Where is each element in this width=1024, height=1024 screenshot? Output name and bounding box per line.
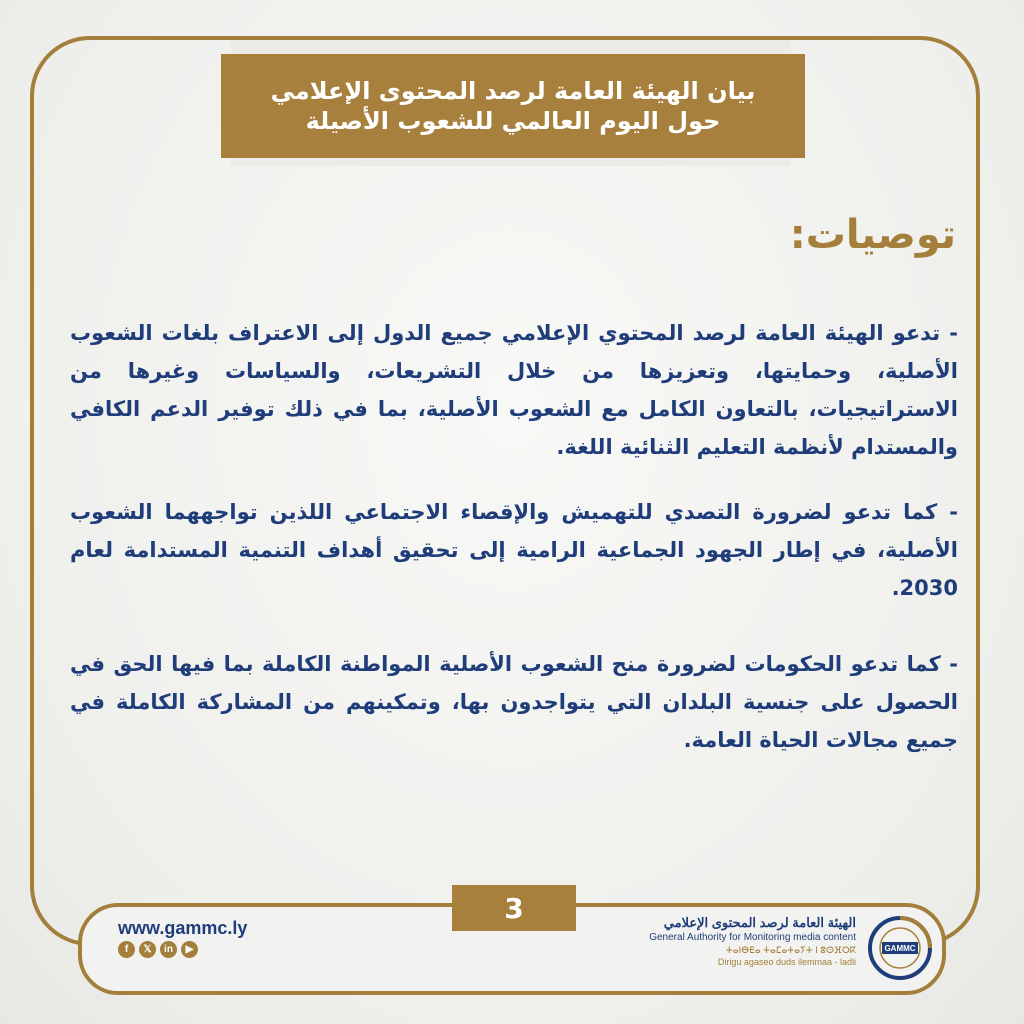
linkedin-icon[interactable]: in [160,941,177,958]
x-icon[interactable]: 𝕏 [139,941,156,958]
org-name-block [616,915,856,968]
org-name-amazigh: Dirigu agaseo duds ilemmaa - ladli [717,957,856,967]
page-number: 3 [452,885,576,931]
website-link[interactable]: www.gammc.ly [118,918,248,938]
recommendation-2: - كما تدعو لضرورة التصدي للتهميش والإقصاء الاجتماعي اللذين تواجههما الشعوب الأصلية، في إطار الجهود الجماعية الرامية إلى تحقيق أهداف التنمية المستدامة لعام 2030. [70,500,958,600]
recommendation-1: - تدعو الهيئة العامة لرصد المحتوي الإعلامي جميع الدول إلى الاعتراف بلغات الشعوب الأصلية، وحمايتها، وتعزيزها من خلال التشريعات، والسياسات وغيرها من الاستراتيجيات، بالتعاون الكامل مع الشعوب الأصلية، بما في ذلك توفير الدعم الكافي والمستدام لأنظمة التعليم الثنائية اللغة. [70,321,958,459]
org-name-en: General Authority for Monitoring media content [649,932,856,943]
logo-text: GAMMC [884,944,916,953]
youtube-icon[interactable]: ▶ [181,941,198,958]
gammc-logo-icon [864,912,936,984]
page-frame [30,36,980,946]
recommendation-3: - كما تدعو الحكومات لضرورة منح الشعوب الأصلية المواطنة الكاملة بما فيها الحق في الحصول على جنسية البلدان التي يتواجدون بها، وتمكينهم من المشاركة الكاملة في جميع مجالات الحياة العامة. [70,652,958,752]
header-title-line1: بيان الهيئة العامة لرصد المحتوى الإعلامي [270,77,756,105]
facebook-icon[interactable]: f [118,941,135,958]
org-name-ar: الهيئة العامة لرصد المحتوى الإعلامي [663,915,856,930]
social-icons [118,941,198,958]
org-name-tifinagh: ⵜⴰⵏⴱⴹⴰ ⵜⴰⵎⴰⵜⴰⵢⵜ ⵏ ⵓⵙⴼⵔⴽ [725,945,856,955]
section-title: توصيات: [789,212,956,258]
header-title-line2: حول اليوم العالمي للشعوب الأصيلة [305,107,721,135]
header-title-box [221,54,805,158]
